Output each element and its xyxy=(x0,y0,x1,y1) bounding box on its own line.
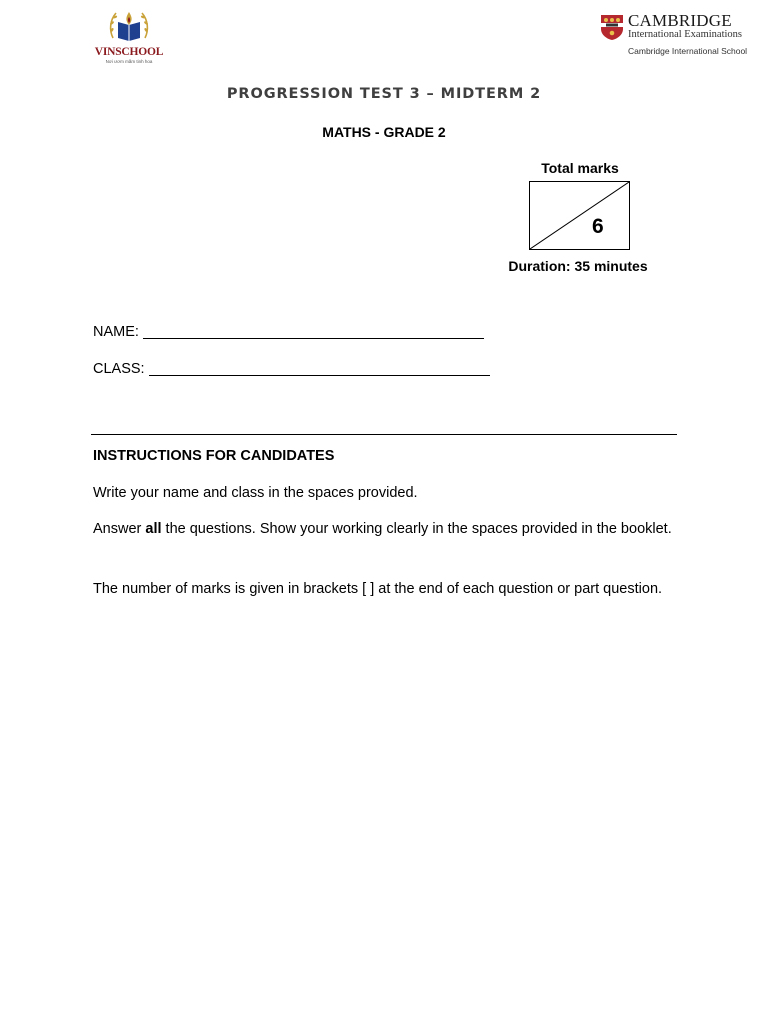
instruction-text: Answer xyxy=(93,521,146,537)
name-answer-line[interactable] xyxy=(143,324,484,339)
duration-text: Duration: 35 minutes xyxy=(508,258,648,274)
marks-total-value: 6 xyxy=(592,215,604,238)
instructions-heading: INSTRUCTIONS FOR CANDIDATES xyxy=(93,448,335,464)
vinschool-emblem-icon xyxy=(107,8,151,50)
instruction-text: the questions. Show your working clearly in the spaces provided in the booklet. xyxy=(161,521,672,537)
vinschool-name: VINSCHOOL xyxy=(94,46,164,58)
marks-box xyxy=(529,181,630,250)
class-answer-line[interactable] xyxy=(149,361,490,376)
section-divider xyxy=(91,434,677,435)
name-field-row xyxy=(93,324,484,340)
cambridge-school: Cambridge International School xyxy=(628,46,748,56)
instruction-paragraph xyxy=(93,517,674,541)
class-label: CLASS: xyxy=(93,361,145,377)
cambridge-subtitle: International Examinations xyxy=(628,29,743,40)
instruction-emphasis: all xyxy=(145,521,162,537)
cambridge-logo xyxy=(600,12,750,60)
instruction-paragraph: Write your name and class in the spaces provided. xyxy=(93,485,418,501)
instruction-paragraph: The number of marks is given in brackets [ ] at the end of each question or part question. xyxy=(93,581,663,597)
vinschool-tagline: Nơi ươm mầm tinh hoa xyxy=(105,59,153,64)
test-title: PROGRESSION TEST 3 – MIDTERM 2 xyxy=(226,86,542,102)
class-field-row xyxy=(93,361,490,377)
total-marks-label: Total marks xyxy=(541,160,619,176)
cambridge-name: CAMBRIDGE xyxy=(628,11,732,30)
subject-title: MATHS - GRADE 2 xyxy=(322,124,446,140)
name-label: NAME: xyxy=(93,324,139,340)
cambridge-shield-icon xyxy=(600,14,624,41)
marks-diagonal-line xyxy=(530,182,629,249)
vinschool-logo xyxy=(93,8,165,66)
